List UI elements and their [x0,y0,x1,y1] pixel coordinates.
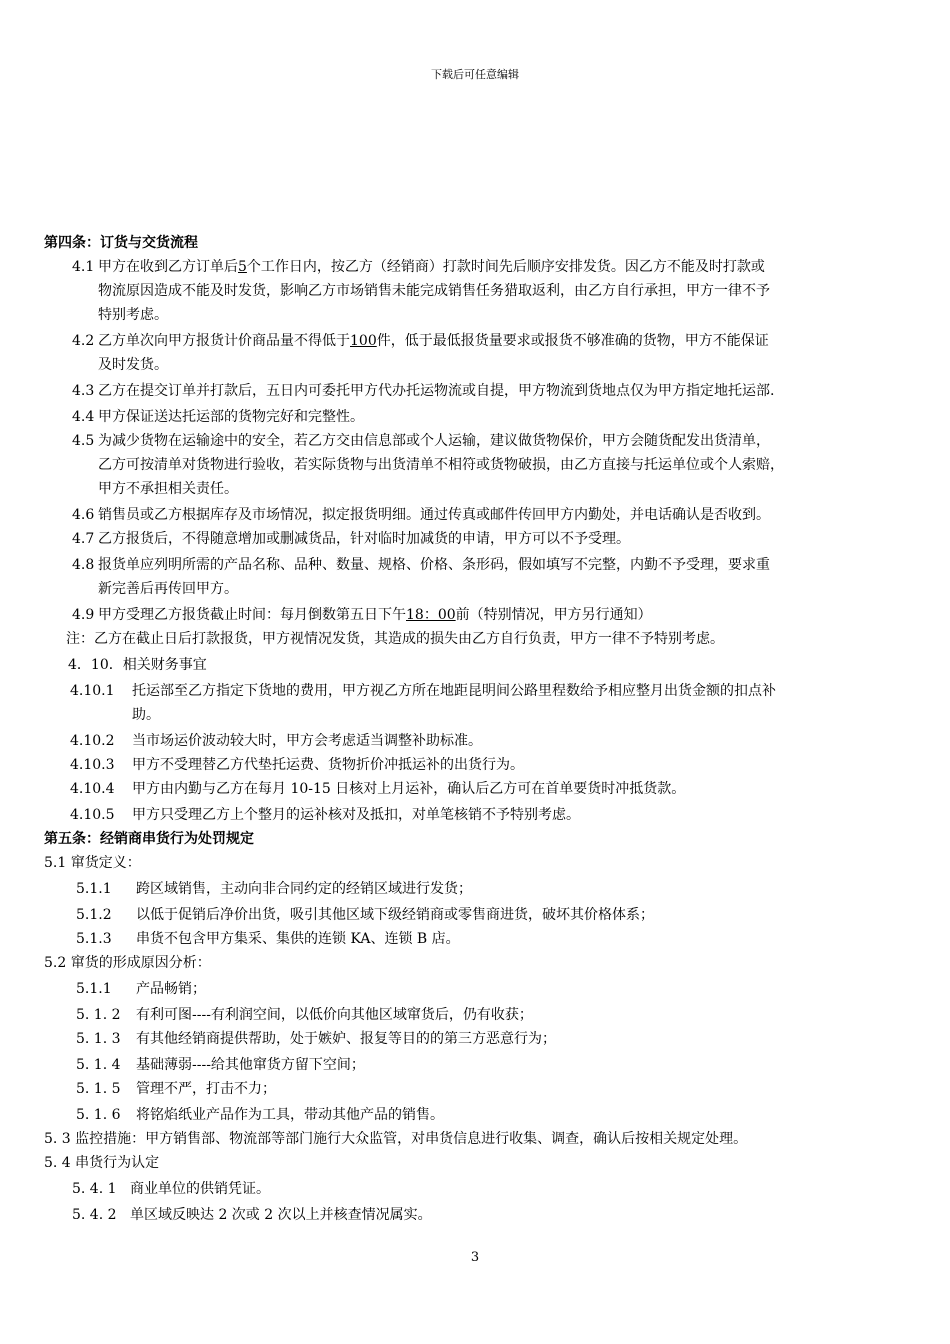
item-number: 5. 4. 1 [72,1181,117,1197]
item-4-3-line1: 乙方在提交订单并打款后，五日内可委托甲方代办托运物流或自提，甲方物流到货地点仅为甲方指定地托运部. [98,383,775,399]
item-4-1-line3: 特别考虑。 [98,307,168,323]
item-5-4-1-text: 商业单位的供销凭证。 [130,1181,270,1197]
item-number: 4.1 [72,259,95,275]
item-number: 4.10.3 [70,757,115,773]
article4-title: 第四条：订货与交货流程 [44,235,198,251]
item-5-2-4-text: 基础薄弱----给其他窜货方留下空间； [136,1057,365,1073]
item-4-8-line1: 报货单应列明所需的产品名称、品种、数量、规格、价格、条形码，假如填写不完整，内勤不予受理，要求重 [98,557,770,573]
item-5-1-3-text: 串货不包含甲方集采、集供的连锁 KA、连锁 B 店。 [136,931,460,947]
item-number: 5. 1. 3 [76,1031,121,1047]
item-number: 5.1.3 [76,931,112,947]
item-5-2-1-text: 产品畅销； [136,981,206,997]
section-5-4-title: 5. 4 串货行为认定 [44,1155,160,1171]
item-4-10-3-line1: 甲方不受理替乙方代垫托运费、货物折价冲抵运补的出货行为。 [132,757,524,773]
item-number: 4.7 [72,531,95,547]
item-4-9-line1: 甲方受理乙方报货截止时间：每月倒数第五日下午18：00前（特别情况，甲方另行通知） [98,607,652,623]
item-number: 5. 1. 6 [76,1107,121,1123]
page-header: 下载后可任意编辑 [431,68,519,81]
note-text: 注：乙方在截止日后打款报货，甲方视情况发货，其造成的损失由乙方自行负责，甲方一律不予特别考虑。 [66,631,724,647]
item-number: 4.6 [72,507,95,523]
item-5-2-3-text: 有其他经销商提供帮助，处于嫉妒、报复等目的的第三方恶意行为； [136,1031,556,1047]
section-5-3-text: 5. 3 监控措施：甲方销售部、物流部等部门施行大众监管，对串货信息进行收集、调查，确认后按相关规定处理。 [44,1131,748,1147]
item-number: 5.1.2 [76,907,112,923]
item-4-8-line2: 新完善后再传回甲方。 [98,581,238,597]
item-4-10-4-line1: 甲方由内勤与乙方在每月 10-15 日核对上月运补，确认后乙方可在首单要货时冲抵货款。 [132,781,686,797]
item-number: 5. 1. 5 [76,1081,121,1097]
item-4-10-1-line1: 托运部至乙方指定下货地的费用，甲方视乙方所在地距昆明间公路里程数给予相应整月出货金额的扣点补 [132,683,776,699]
item-number: 4.2 [72,333,95,349]
item-4-1-line1: 甲方在收到乙方订单后5个工作日内，按乙方（经销商）打款时间先后顺序安排发货。因乙方不能及时打款或 [98,259,765,275]
item-4-5-line3: 甲方不承担相关责任。 [98,481,238,497]
item-number: 5. 4. 2 [72,1207,117,1223]
section-5-2-title: 5.2 窜货的形成原因分析： [44,955,211,971]
underlined-value: 18：00 [406,607,456,623]
item-5-2-5-text: 管理不严，打击不力； [136,1081,276,1097]
page-number: 3 [470,1250,480,1265]
section-5-1-title: 5.1 窜货定义： [44,855,141,871]
item-number: 4.5 [72,433,95,449]
item-number: 5.1.1 [76,881,112,897]
item-number: 4.9 [72,607,95,623]
item-number: 4.10.1 [70,683,115,699]
item-number: 5.1.1 [76,981,112,997]
item-4-10-2-line1: 当市场运价波动较大时，甲方会考虑适当调整补助标准。 [132,733,482,749]
item-4-2-line1: 乙方单次向甲方报货计价商品量不得低于100件，低于最低报货量要求或报货不够准确的货物，甲方不能保证 [98,333,769,349]
item-4-5-line1: 为减少货物在运输途中的安全，若乙方交由信息部或个人运输，建议做货物保价，甲方会随货配发出货清单， [98,433,770,449]
item-4-7-line1: 乙方报货后，不得随意增加或删减货品，针对临时加减货的申请，甲方可以不予受理。 [98,531,630,547]
underlined-value: 5 [238,259,247,275]
item-4-2-line2: 及时发货。 [98,357,168,373]
underlined-value: 100 [350,333,377,349]
item-4-4-line1: 甲方保证送达托运部的货物完好和完整性。 [98,409,364,425]
item-number: 4.10.2 [70,733,115,749]
item-5-2-6-text: 将铭焰纸业产品作为工具，带动其他产品的销售。 [136,1107,444,1123]
item-5-1-1-text: 跨区域销售，主动向非合同约定的经销区域进行发货； [136,881,472,897]
item-5-2-2-text: 有利可图----有利润空间，以低价向其他区域窜货后，仍有收获； [136,1007,533,1023]
item-5-1-2-text: 以低于促销后净价出货，吸引其他区域下级经销商或零售商进货，破坏其价格体系； [136,907,654,923]
article5-title: 第五条：经销商串货行为处罚规定 [44,831,254,847]
item-number: 4.10.5 [70,807,115,823]
item-number: 4.8 [72,557,95,573]
item-4-6-line1: 销售员或乙方根据库存及市场情况，拟定报货明细。通过传真或邮件传回甲方内勤处，并电话确认是否收到。 [98,507,770,523]
item-number: 5. 1. 2 [76,1007,121,1023]
section-4-10-title: 4．10．相关财务事宜 [68,657,207,673]
item-number: 4.4 [72,409,95,425]
item-4-1-line2: 物流原因造成不能及时发货，影响乙方市场销售未能完成销售任务猎取返利，由乙方自行承担，甲方一律不予 [98,283,770,299]
item-5-4-2-text: 单区域反映达 2 次或 2 次以上并核查情况属实。 [130,1207,432,1223]
item-4-10-5-line1: 甲方只受理乙方上个整月的运补核对及抵扣，对单笔核销不予特别考虑。 [132,807,580,823]
item-number: 4.10.4 [70,781,115,797]
item-number: 5. 1. 4 [76,1057,121,1073]
item-4-5-line2: 乙方可按清单对货物进行验收，若实际货物与出货清单不相符或货物破损，由乙方直接与托运单位或个人索赔， [98,457,784,473]
item-number: 4.3 [72,383,95,399]
item-4-10-1-line2: 助。 [132,707,160,723]
